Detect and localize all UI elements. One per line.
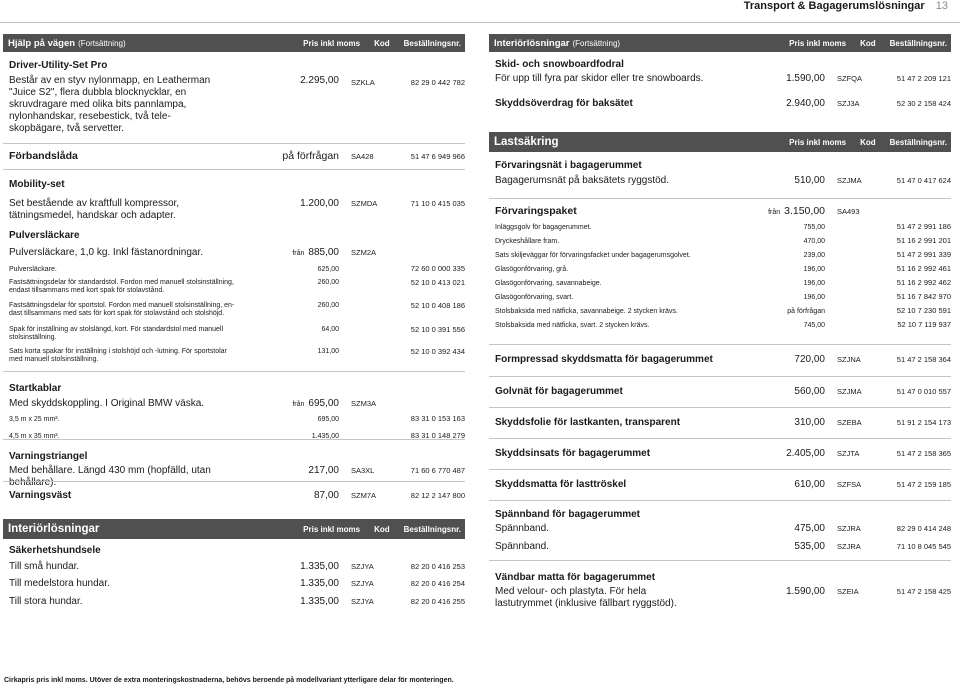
product-vandbar-matta — [489, 560, 951, 618]
from-label: från — [292, 401, 305, 408]
code: SA3XL — [351, 466, 375, 475]
order-number: 51 47 2 158 365 — [896, 449, 951, 458]
order-number: 51 47 2 158 425 — [896, 587, 951, 596]
price: 196,00 — [803, 266, 825, 273]
list-item — [9, 575, 465, 593]
code: SZJ3A — [837, 99, 860, 108]
product-title: Vändbar matta för bagagerummet — [495, 572, 656, 583]
item-desc: Fastsättningsdelar för standardstol. Fordon med manuell stolsinställning, endast tillsammans med kort spak för stolavstånd. — [9, 279, 234, 294]
product-skidfodral — [489, 52, 951, 98]
price: 610,00 — [794, 479, 825, 490]
order-number: 52 10 0 413 021 — [410, 278, 465, 287]
item-desc: Spännband. — [495, 523, 549, 534]
code: SZEIA — [837, 587, 859, 596]
product-forvaringsnat — [489, 152, 951, 198]
price: 1.335,00 — [300, 561, 339, 572]
code: SZMDA — [351, 199, 378, 208]
product-formpressad — [489, 344, 951, 376]
col-price-header: Pris inkl moms — [789, 38, 847, 48]
code: SA428 — [351, 152, 374, 161]
price: 196,00 — [803, 280, 825, 287]
product-spannband — [489, 500, 951, 560]
product-title: Skid- och snowboardfodral — [495, 59, 624, 70]
order-number: 51 47 0 010 557 — [896, 387, 951, 396]
price: på förfrågan — [282, 150, 339, 162]
price: 885,00 — [308, 247, 339, 258]
order-number: 71 60 6 770 487 — [410, 466, 465, 475]
header-divider — [0, 22, 960, 23]
order-number: 72 60 0 000 335 — [410, 264, 465, 273]
product-varningstriangel — [3, 439, 465, 488]
item-desc: Dryckeshållare fram. — [495, 238, 560, 245]
order-number: 51 16 2 991 201 — [896, 236, 951, 245]
list-item — [495, 237, 951, 251]
code: SZJYA — [351, 562, 374, 571]
product-title: Förvaringspaket — [495, 205, 577, 217]
code: SZJYA — [351, 579, 374, 588]
item-desc: Till stora hundar. — [9, 596, 83, 607]
item-desc: Glasögonförvaring, svart. — [495, 294, 574, 301]
item-desc: Glasögonförvaring, grå. — [495, 266, 569, 273]
col-price-header: Pris inkl moms — [789, 137, 847, 147]
product-desc: Set bestående av kraftfull kompressor, tätningsmedel, handskar och adapter. — [9, 198, 180, 221]
price: 196,00 — [803, 294, 825, 301]
code: SZJNA — [837, 355, 861, 364]
price: 1.590,00 — [786, 586, 825, 597]
order-number: 82 29 0 414 248 — [896, 524, 951, 533]
code: SZJMA — [837, 176, 862, 185]
code: SZJYA — [351, 597, 374, 606]
item-desc: Sats korta spakar för inställning i stolshöjd och -lutning. För sportstolar med manuell stolsinställning. — [9, 348, 227, 363]
item-desc: Stolsbaksida med nätficka, savannabeige. 2 stycken krävs. — [495, 308, 678, 315]
product-title: Pulversläckare — [9, 230, 80, 241]
price: 535,00 — [794, 541, 825, 552]
section-title: Transport & Bagagerumslösningar — [743, 0, 925, 12]
code: SZJRA — [837, 542, 861, 551]
product-title: Förbandslåda — [9, 150, 78, 162]
order-number: 51 16 2 992 462 — [896, 278, 951, 287]
bar-subtitle: (Fortsättning) — [78, 38, 126, 48]
price: 64,00 — [321, 326, 339, 333]
order-number: 83 31 0 153 163 — [410, 414, 465, 423]
product-pulver — [3, 223, 465, 371]
price: 3.150,00 — [784, 205, 825, 217]
bar-interior — [3, 519, 465, 539]
list-item — [9, 279, 465, 302]
price: 695,00 — [308, 398, 339, 409]
price: 755,00 — [803, 224, 825, 231]
bar-title: Interiörlösningar — [8, 523, 100, 535]
code: SA493 — [837, 207, 860, 216]
product-title: Spännband för bagagerummet — [495, 509, 641, 520]
code: SZM3A — [351, 399, 377, 408]
left-column — [3, 34, 465, 611]
product-title: Startkablar — [9, 383, 62, 394]
price: på förfrågan — [787, 308, 825, 315]
bar-interior-cont — [489, 34, 951, 52]
order-number: 51 47 2 991 186 — [896, 222, 951, 231]
product-title: Skyddsinsats för bagagerummet — [495, 448, 651, 459]
list-item — [495, 293, 951, 307]
bar-lastsakring — [489, 132, 951, 152]
code: SZJRA — [837, 524, 861, 533]
price: 560,00 — [794, 386, 825, 397]
price: 625,00 — [317, 266, 339, 273]
list-item — [495, 251, 951, 265]
item-desc: Stolsbaksida med nätficka, svart. 2 stycken krävs. — [495, 322, 650, 329]
price: 310,00 — [794, 417, 825, 428]
price: 720,00 — [794, 354, 825, 365]
list-item — [495, 307, 951, 321]
list-item — [9, 348, 465, 368]
item-desc: Fastsättningsdelar för sportstol. Fordon med manuell stolsinställning, endast tillsammans med sats för kort spak för stolavstånd och stolshöjd. — [9, 302, 235, 317]
product-golvnat — [489, 376, 951, 407]
product-desc: Består av en styv nylonmapp, en Leatherman "Juice S2", flera dubbla blocknycklar, en skruvdragare med olika bits pannlampa, nylonhandskar, resebestick, två teleskopbägare, två servetter. — [9, 75, 211, 134]
price: 695,00 — [317, 416, 339, 423]
code: SZM2A — [351, 248, 377, 257]
price: 2.295,00 — [300, 75, 339, 86]
item-desc: Inläggsgolv för bagagerummet. — [495, 224, 592, 231]
product-title: Formpressad skyddsmatta för bagagerummet — [495, 354, 713, 365]
price: 1.335,00 — [300, 596, 339, 607]
order-number: 52 10 0 392 434 — [410, 347, 465, 356]
product-desc: Pulversläckare, 1,0 kg. Inkl fästanordningar. — [9, 247, 203, 258]
price: 2.940,00 — [786, 98, 825, 109]
list-item — [9, 302, 465, 326]
price: 1.200,00 — [300, 198, 339, 209]
product-title: Driver-Utility-Set Pro — [9, 60, 108, 71]
order-number: 82 20 0 416 255 — [410, 597, 465, 606]
code: SZJTA — [837, 449, 860, 458]
product-desc: Med skyddskoppling. I Original BMW väska. — [9, 398, 205, 409]
product-skyddsmatta — [489, 469, 951, 500]
item-desc: Pulversläckare. — [9, 266, 57, 273]
list-item — [495, 520, 951, 537]
order-number: 83 31 0 148 279 — [410, 431, 465, 440]
order-number: 51 47 2 991 339 — [896, 250, 951, 259]
price: 131,00 — [317, 348, 339, 355]
list-item — [9, 593, 465, 611]
price: 87,00 — [313, 490, 339, 501]
col-price-header: Pris inkl moms — [303, 38, 361, 48]
price: 239,00 — [803, 252, 825, 259]
list-item — [495, 279, 951, 293]
col-order-header: Beställningsnr. — [889, 137, 947, 147]
list-item — [9, 326, 465, 348]
list-item — [495, 223, 951, 237]
col-code-header: Kod — [860, 137, 876, 147]
order-number: 71 10 8 045 545 — [896, 542, 951, 551]
list-item — [9, 415, 465, 427]
from-label: från — [768, 209, 781, 216]
product-title: Varningsväst — [9, 490, 72, 501]
price: 1.435,00 — [311, 433, 339, 440]
product-skyddsoverdrag — [489, 98, 951, 126]
page-header — [744, 0, 948, 14]
col-order-header: Beställningsnr. — [403, 524, 461, 534]
price: 745,00 — [803, 322, 825, 329]
item-desc: 3,5 m x 25 mm². — [9, 416, 60, 423]
order-number: 51 47 0 417 624 — [896, 176, 951, 185]
product-mobility — [3, 169, 465, 223]
price: 510,00 — [794, 175, 825, 186]
product-desc: Med behållare. Längd 430 mm (hopfälld, utan behållare). — [9, 465, 211, 488]
product-varningsvast — [3, 481, 465, 519]
order-number: 51 47 6 949 966 — [410, 152, 465, 161]
product-desc: Med velour- och plastyta. För hela lastutrymmet (inklusive fällbart ryggstöd). — [495, 586, 677, 609]
order-number: 52 10 0 408 186 — [410, 301, 465, 310]
product-forvaringspaket — [489, 198, 951, 344]
col-code-header: Kod — [374, 524, 390, 534]
price: 260,00 — [317, 279, 339, 286]
item-desc: Spännband. — [495, 541, 549, 552]
product-driver-utility — [3, 57, 465, 143]
right-column — [489, 34, 951, 618]
order-number: 82 20 0 416 253 — [410, 562, 465, 571]
price: 475,00 — [794, 523, 825, 534]
product-title: Skyddsöverdrag för baksätet — [495, 98, 633, 109]
bar-title: Hjälp på vägen — [8, 37, 76, 49]
list-item — [495, 265, 951, 279]
product-title: Mobility-set — [9, 179, 65, 190]
order-number: 82 12 2 147 800 — [410, 491, 465, 500]
price: 470,00 — [803, 238, 825, 245]
order-number: 71 10 0 415 035 — [410, 199, 465, 208]
price: 2.405,00 — [786, 448, 825, 459]
price: 1.590,00 — [786, 73, 825, 84]
col-price-header: Pris inkl moms — [303, 524, 361, 534]
order-number: 82 29 0 442 782 — [410, 78, 465, 87]
product-desc: Bagagerumsnät på baksätets ryggstöd. — [495, 175, 669, 186]
page-number: 13 — [935, 0, 948, 12]
product-startkablar — [3, 371, 465, 439]
list-item — [495, 537, 951, 555]
order-number: 51 47 2 158 364 — [896, 355, 951, 364]
product-skyddsfolie — [489, 407, 951, 438]
col-order-header: Beställningsnr. — [403, 38, 461, 48]
item-desc: 4,5 m x 35 mm². — [9, 433, 60, 440]
code: SZFSA — [837, 480, 862, 489]
item-desc: Till små hundar. — [9, 561, 80, 572]
col-order-header: Beställningsnr. — [889, 38, 947, 48]
code: SZJMA — [837, 387, 862, 396]
order-number: 51 47 2 209 121 — [896, 74, 951, 83]
list-item — [9, 558, 465, 575]
order-number: 51 16 7 842 970 — [896, 292, 951, 301]
order-number: 52 10 7 119 937 — [897, 320, 951, 329]
product-skyddsinsats — [489, 438, 951, 469]
item-desc: Spak för inställning av stolslängd, kort. För standardstol med manuell stolsinställning. — [9, 326, 223, 341]
order-number: 52 30 2 158 424 — [896, 99, 951, 108]
price: 260,00 — [317, 302, 339, 309]
product-hundsele — [3, 539, 465, 611]
code: SZM7A — [351, 491, 377, 500]
from-label: från — [292, 250, 305, 257]
bar-title: Lastsäkring — [494, 136, 559, 148]
price: 217,00 — [308, 465, 339, 476]
order-number: 51 91 2 154 173 — [896, 418, 951, 427]
col-code-header: Kod — [374, 38, 390, 48]
list-item — [9, 265, 465, 279]
product-title: Skyddsmatta för lasttröskel — [495, 479, 627, 490]
order-number: 52 10 0 391 556 — [410, 325, 465, 334]
product-title: Golvnät för bagagerummet — [495, 386, 623, 397]
price: 1.335,00 — [300, 578, 339, 589]
product-title: Förvaringsnät i bagagerummet — [495, 160, 642, 171]
code: SZEBA — [837, 418, 862, 427]
bar-subtitle: (Fortsättning) — [572, 38, 621, 48]
list-item — [495, 321, 951, 335]
order-number: 51 16 2 992 461 — [896, 264, 951, 273]
product-title: Säkerhetshundsele — [9, 545, 101, 556]
product-title: Varningstriangel — [9, 451, 88, 462]
item-desc: Glasögonförvaring, savannabeige. — [495, 280, 602, 287]
item-desc: Sats skiljeväggar för förvaringsfacket under bagagerumsgolvet. — [495, 252, 691, 259]
product-title: Skyddsfolie för lastkanten, transparent — [495, 417, 681, 428]
order-number: 51 47 2 159 185 — [896, 480, 951, 489]
order-number: 52 10 7 230 591 — [896, 306, 951, 315]
code: SZKLA — [351, 78, 375, 87]
code: SZFQA — [837, 74, 863, 83]
product-desc: För upp till fyra par skidor eller tre snowboards. — [495, 73, 704, 84]
product-forbandslada — [3, 143, 465, 169]
item-desc: Till medelstora hundar. — [9, 578, 110, 589]
bar-hjalp — [3, 34, 465, 52]
bar-title: Interiörlösningar — [494, 37, 570, 49]
order-number: 82 20 0 416 254 — [410, 579, 465, 588]
footnote: Cirkapris pris inkl moms. Utöver de extra monteringskostnaderna, behövs beroende på modellvariant ytterligare delar för monteringen. — [4, 677, 454, 684]
col-code-header: Kod — [860, 38, 876, 48]
